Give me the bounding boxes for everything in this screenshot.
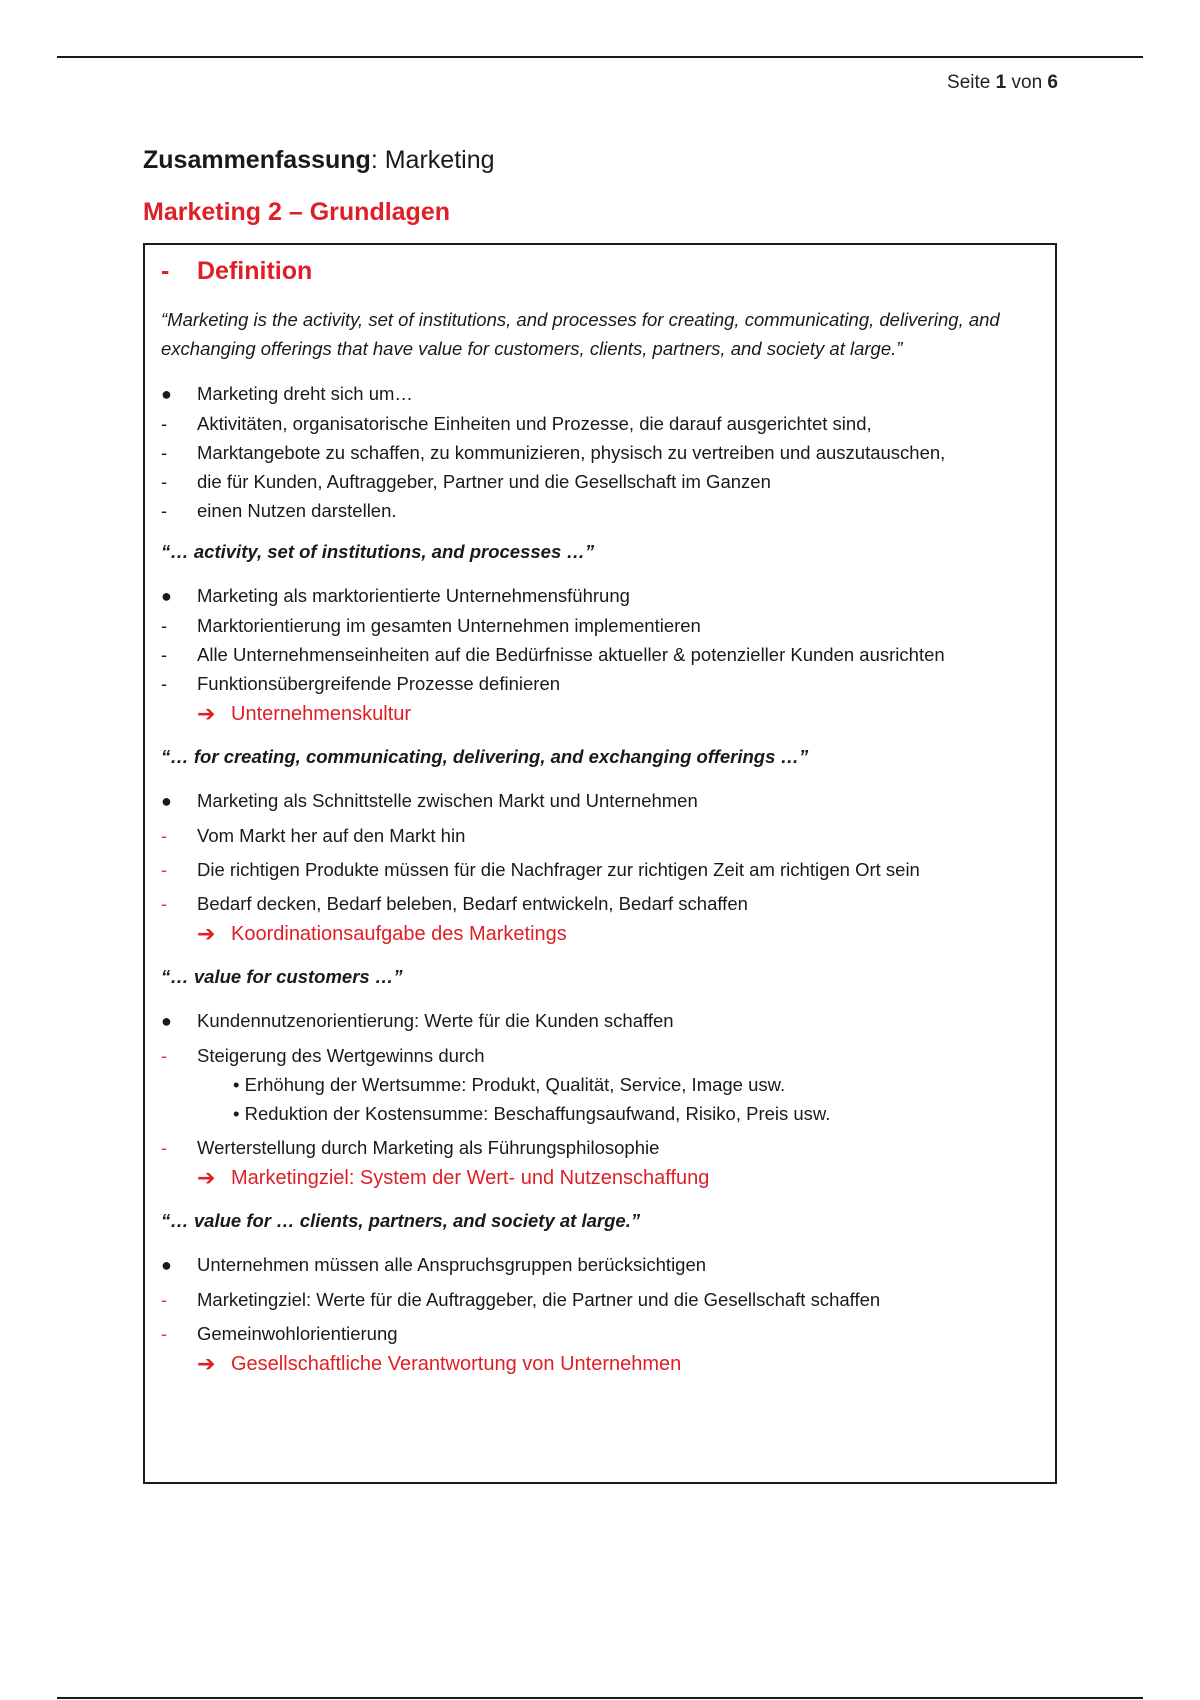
footer-rule — [57, 1697, 1143, 1699]
conclusion-line: ➔ Unternehmenskultur — [161, 698, 1039, 730]
list-item: - Aktivitäten, organisatorische Einheiten und Prozesse, die darauf ausgerichtet sind, — [161, 409, 1039, 438]
list-item: ● Kundennutzenorientierung: Werte für die Kunden schaffen — [161, 1006, 1039, 1036]
arrow-right-icon: ➔ — [197, 1351, 216, 1376]
bullet-icon: ● — [161, 791, 172, 811]
list-item: ● Marketing dreht sich um… — [161, 379, 1039, 409]
dash-icon: - — [161, 442, 168, 463]
dash-icon: - — [161, 859, 168, 880]
definition-heading-text: Definition — [197, 256, 313, 285]
list-item: - Funktionsübergreifende Prozesse definieren — [161, 669, 1039, 698]
society-list — [161, 1250, 1039, 1380]
dash-icon: - — [161, 893, 168, 914]
page-mid: von — [1011, 72, 1043, 93]
list-item: - einen Nutzen darstellen. — [161, 496, 1039, 525]
list-item: ● Marketing als marktorientierte Unternehmensführung — [161, 581, 1039, 611]
definition-quote: “Marketing is the activity, set of institutions, and processes for creating, communicating, delivering, and exchanging offerings that have value for customers, clients, partners, and society at large.” — [161, 309, 1000, 359]
page-total: 6 — [1047, 72, 1058, 93]
dash-icon: - — [161, 1137, 168, 1158]
page-current: 1 — [995, 72, 1007, 93]
list-item: - Vom Markt her auf den Markt hin — [161, 821, 1039, 850]
page-number — [947, 72, 1058, 94]
conclusion-line: ➔ Marketingziel: System der Wert- und Nutzenschaffung — [161, 1162, 1039, 1194]
bullet-icon: ● — [161, 1255, 172, 1275]
dash-icon: - — [161, 615, 168, 636]
list-item: - Die richtigen Produkte müssen für die Nachfrager zur richtigen Zeit am richtigen Ort sein — [161, 855, 1039, 884]
dash-icon: - — [161, 1045, 168, 1066]
dash-icon: - — [161, 825, 168, 846]
dash-icon: - — [161, 471, 168, 492]
list-item: - die für Kunden, Auftraggeber, Partner und die Gesellschaft im Ganzen — [161, 467, 1039, 496]
dash-icon: - — [161, 413, 168, 434]
definition-dash: - — [161, 256, 170, 285]
document-title-rest: : Marketing — [370, 146, 495, 174]
list-item: - Bedarf decken, Bedarf beleben, Bedarf entwickeln, Bedarf schaffen — [161, 889, 1039, 918]
activity-list — [161, 581, 1039, 730]
dash-icon: - — [161, 500, 168, 521]
customers-list — [161, 1006, 1039, 1194]
subheading-society: “… value for … clients, partners, and society at large.” — [161, 1210, 641, 1231]
list-item: - Alle Unternehmenseinheiten auf die Bedürfnisse aktueller & potenzieller Kunden ausrichten — [161, 640, 1039, 669]
definition-box — [143, 243, 1057, 1484]
list-item: - Marktorientierung im gesamten Unternehmen implementieren — [161, 611, 1039, 640]
list-item: - Marketingziel: Werte für die Auftraggeber, die Partner und die Gesellschaft schaffen — [161, 1285, 1039, 1314]
arrow-right-icon: ➔ — [197, 921, 216, 946]
list-item: ● Marketing als Schnittstelle zwischen Markt und Unternehmen — [161, 786, 1039, 816]
dash-icon: - — [161, 644, 168, 665]
bullet-icon: ● — [161, 586, 172, 606]
arrow-right-icon: ➔ — [197, 1165, 216, 1190]
dash-icon: - — [161, 1323, 168, 1344]
sub-list-item: • Reduktion der Kostensumme: Beschaffungsaufwand, Risiko, Preis usw. — [233, 1103, 831, 1124]
subheading-activity: “… activity, set of institutions, and processes …” — [161, 541, 595, 562]
document-title — [143, 146, 495, 175]
list-item: - Werterstellung durch Marketing als Führungsphilosophie — [161, 1133, 1039, 1162]
definition-heading — [161, 253, 1039, 289]
page-prefix: Seite — [947, 72, 991, 93]
arrow-right-icon: ➔ — [197, 701, 216, 726]
list-item: - Gemeinwohlorientierung — [161, 1319, 1039, 1348]
dash-icon: - — [161, 673, 168, 694]
section-title: Marketing 2 – Grundlagen — [143, 198, 451, 226]
list-item: - Marktangebote zu schaffen, zu kommunizieren, physisch zu vertreiben und auszutauschen, — [161, 438, 1039, 467]
intro-list — [161, 379, 1039, 525]
document-title-bold: Zusammenfassung — [143, 146, 371, 174]
bullet-icon: ● — [161, 384, 172, 404]
sub-list-item: • Erhöhung der Wertsumme: Produkt, Qualität, Service, Image usw. — [233, 1074, 786, 1095]
conclusion-line: ➔ Koordinationsaufgabe des Marketings — [161, 918, 1039, 950]
offerings-list — [161, 786, 1039, 950]
subheading-offerings: “… for creating, communicating, delivering, and exchanging offerings …” — [161, 746, 809, 767]
list-item: - Steigerung des Wertgewinns durch — [161, 1041, 1039, 1070]
conclusion-line: ➔ Gesellschaftliche Verantwortung von Unternehmen — [161, 1348, 1039, 1380]
dash-icon: - — [161, 1289, 168, 1310]
bullet-icon: ● — [161, 1011, 172, 1031]
list-item: ● Unternehmen müssen alle Anspruchsgruppen berücksichtigen — [161, 1250, 1039, 1280]
header-rule — [57, 56, 1143, 58]
subheading-customers: “… value for customers …” — [161, 966, 403, 987]
